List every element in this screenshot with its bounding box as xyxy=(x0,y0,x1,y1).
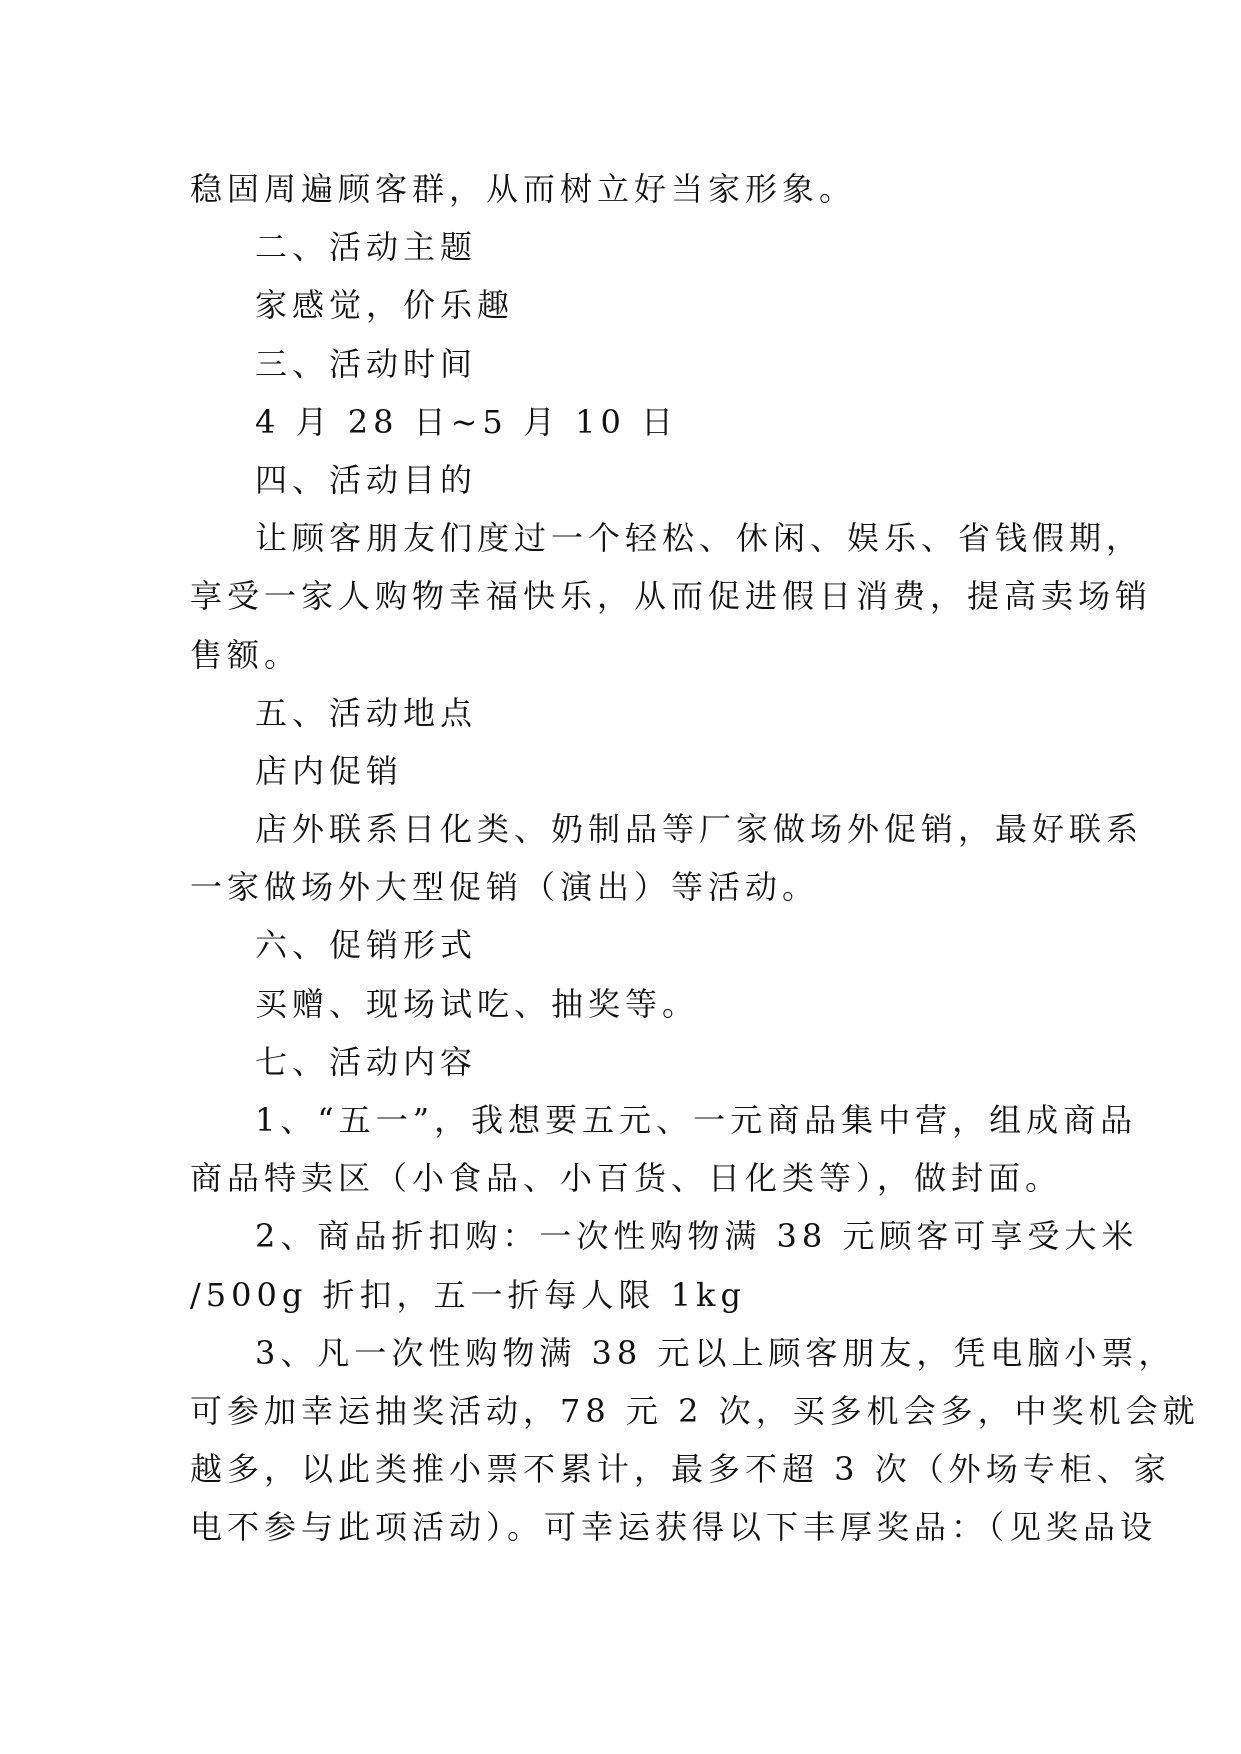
text-line: 买赠、现场试吃、抽奖等。 xyxy=(255,984,700,1023)
document-body xyxy=(190,160,1200,1557)
text-line: 商品特卖区（小食品、小百货、日化类等），做封面。 xyxy=(190,1159,1063,1198)
text-line: 店外联系日化类、奶制品等厂家做场外促销，最好联系 xyxy=(255,810,1144,849)
text-line: 3、凡一次性购物满 38 元以上顾客朋友，凭电脑小票， xyxy=(255,1333,1176,1372)
text-line: 1、“五一”，我想要五元、一元商品集中营，组成商品 xyxy=(255,1101,1138,1139)
section-heading-purpose: 四、活动目的 xyxy=(255,460,478,499)
text-line: 让顾客朋友们度过一个轻松、休闲、娱乐、省钱假期， xyxy=(255,519,1144,558)
section-heading-location: 五、活动地点 xyxy=(255,693,478,732)
section-heading-content: 七、活动内容 xyxy=(255,1042,478,1081)
text-line: 越多，以此类推小票不累计，最多不超 3 次（外场专柜、家 xyxy=(190,1450,1171,1489)
text-line: 电不参与此项活动）。可幸运获得以下丰厚奖品：（见奖品设 xyxy=(190,1508,1158,1547)
text-line: /500g 折扣，五一折每人限 1kg xyxy=(190,1275,746,1314)
text-line: 售额。 xyxy=(190,635,302,674)
text-line: 2、商品折扣购：一次性购物满 38 元顾客可享受大米 xyxy=(255,1217,1139,1256)
text-line: 家感觉，价乐趣 xyxy=(255,286,515,325)
section-heading-theme: 二、活动主题 xyxy=(255,228,478,267)
text-line: 一家做场外大型促销（演出）等活动。 xyxy=(190,868,820,907)
text-line: 可参加幸运抽奖活动，78 元 2 次，买多机会多，中奖机会就 xyxy=(190,1391,1200,1430)
text-line: 店内促销 xyxy=(255,751,404,790)
section-heading-format: 六、促销形式 xyxy=(255,926,478,965)
text-line: 享受一家人购物幸福快乐，从而促进假日消费，提高卖场销 xyxy=(190,577,1153,616)
section-heading-time: 三、活动时间 xyxy=(255,344,478,383)
text-line: 4 月 28 日~5 月 10 日 xyxy=(255,402,679,441)
text-line: 稳固周遍顾客群，从而树立好当家形象。 xyxy=(190,170,857,208)
